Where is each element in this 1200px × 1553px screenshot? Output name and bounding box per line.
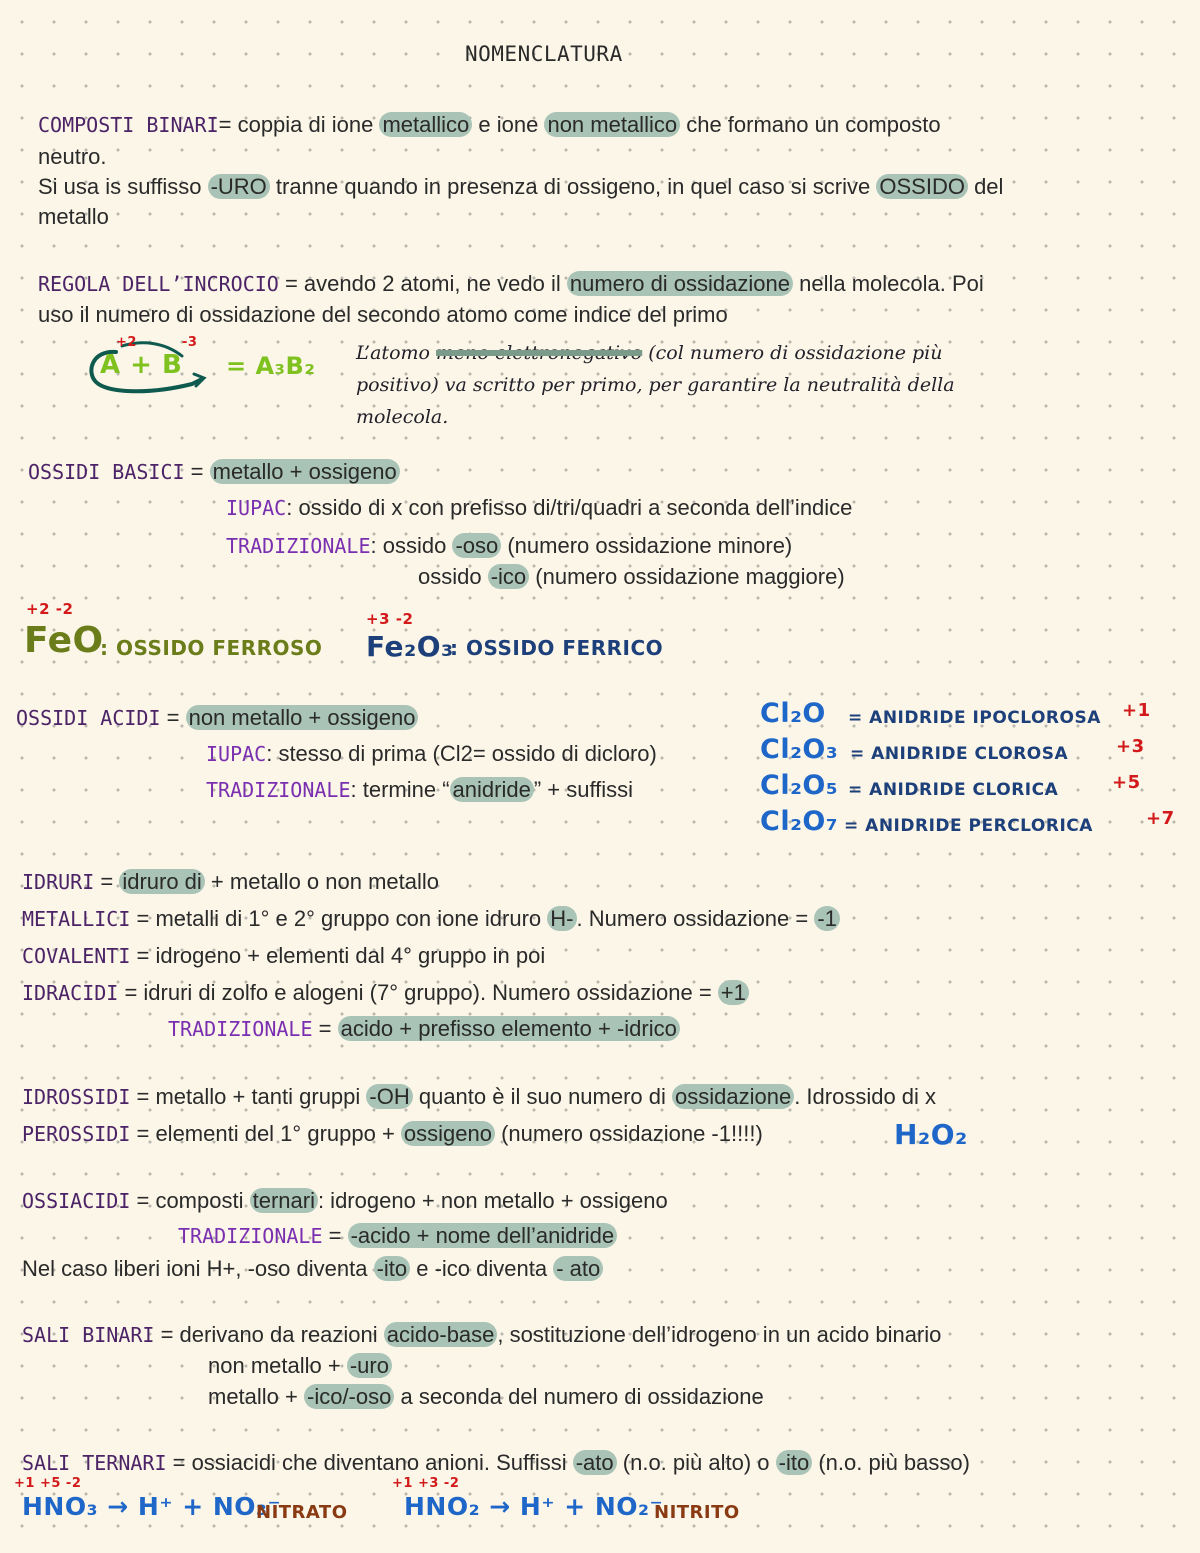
text: = composti (130, 1188, 250, 1213)
anidride-item (760, 698, 1180, 734)
sali-binari-line-2 (208, 1350, 392, 1381)
trad-label: TRADIZIONALE (178, 1224, 323, 1248)
h2o2-formula: H₂O₂ (894, 1118, 968, 1151)
eq: = (160, 705, 186, 730)
highlight: -ico (488, 564, 529, 589)
cross-formula-left: A + B (100, 350, 183, 380)
anidride-name: = ANIDRIDE PERCLORICA (844, 816, 1093, 836)
trad-label: TRADIZIONALE (226, 534, 371, 558)
binari-label: COMPOSTI BINARI (38, 113, 219, 137)
highlight: non metallo + ossigeno (186, 705, 419, 730)
text: = metallo + tanti gruppi (130, 1084, 367, 1109)
acidi-iupac (206, 738, 657, 770)
binari-line-2: neutro. (38, 144, 107, 169)
iupac-text: : ossido di x con prefisso di/tri/quadri a seconda dell’indice (286, 495, 853, 520)
page-title: NOMENCLATURA (465, 42, 623, 66)
trad-label: TRADIZIONALE (206, 778, 351, 802)
text: (n.o. più alto) o (616, 1450, 776, 1475)
incrocio-line-1 (38, 268, 984, 300)
binari-text: Si usa is suffisso (38, 174, 208, 199)
text: : idrogeno + non metallo + ossigeno (317, 1188, 668, 1213)
highlight: -1 (814, 906, 840, 931)
note-text: L’atomo (356, 342, 436, 364)
anidride-ox: +7 (1146, 808, 1175, 829)
incrocio-note-1 (356, 337, 942, 369)
anidride-list (760, 698, 1180, 842)
text: . Idrossido di x (794, 1084, 937, 1109)
text: (numero ossidazione -1!!!!) (494, 1121, 763, 1146)
anidride-item (760, 734, 1180, 770)
binari-line-4: metallo (38, 204, 109, 229)
ex1-name: : OSSIDO FERROSO (100, 636, 323, 660)
highlight: -ito (374, 1256, 411, 1281)
sali-binari-line-3 (208, 1381, 764, 1412)
idracidi-label: IDRACIDI (22, 981, 119, 1005)
trad-text: : ossido (370, 533, 453, 558)
text: quanto è il suo numero di (412, 1084, 673, 1109)
highlight: - ato (553, 1256, 603, 1281)
sali-ternari-label: SALI TERNARI (22, 1451, 167, 1475)
ex1-formula: FeO (24, 620, 104, 661)
ossiacidi-trad (178, 1220, 617, 1252)
trad-text: ossido (418, 564, 488, 589)
anidride-ox: +5 (1112, 772, 1141, 793)
highlight: acido + prefisso elemento + -idrico (338, 1016, 680, 1041)
binari-line-1 (38, 109, 941, 141)
anidride-item (760, 806, 1180, 842)
highlight: anidride (450, 777, 534, 802)
iupac-text: : stesso di prima (Cl2= ossido di dicloro) (266, 741, 657, 766)
text: = ossiacidi che diventano anioni. Suffissi (166, 1450, 573, 1475)
ossiacidi-line-3 (22, 1253, 603, 1284)
text: = derivano da reazioni (154, 1322, 384, 1347)
perossidi-line (22, 1118, 763, 1150)
anidride-name: = ANIDRIDE IPOCLOROSA (848, 708, 1101, 728)
sali-binari-label: SALI BINARI (22, 1323, 155, 1347)
nitrito-ox: +1 +3 -2 (392, 1476, 460, 1491)
trad-text: (numero ossidazione minore) (501, 533, 793, 558)
basici-iupac (226, 492, 852, 524)
metallici-line (22, 903, 840, 935)
anidride-ox: +1 (1122, 700, 1151, 721)
iupac-label: IUPAC (226, 496, 287, 520)
eq: = (94, 869, 120, 894)
idruri-trad (168, 1013, 680, 1045)
cross-formula-right: = A₃B₂ (226, 352, 316, 380)
highlight: -ito (776, 1450, 813, 1475)
anidride-formula: Cl₂O₇ (760, 806, 839, 837)
binari-text: che formano un composto (680, 112, 941, 137)
trad-text: : termine “ (350, 777, 450, 802)
anidride-formula: Cl₂O₃ (760, 734, 839, 765)
incrocio-text: = avendo 2 atomi, ne vedo il (278, 271, 567, 296)
anidride-name: = ANIDRIDE CLOROSA (850, 744, 1069, 764)
binari-line-3 (38, 171, 1003, 202)
highlight: -OH (366, 1084, 412, 1109)
highlight: -uro (347, 1353, 392, 1378)
binari-text: = coppia di ione (218, 112, 380, 137)
highlight: H- (547, 906, 576, 931)
incrocio-label: REGOLA DELL’INCROCIO (38, 272, 279, 296)
idruri-text: + metallo o non metallo (204, 869, 440, 894)
ossiacidi-line (22, 1185, 668, 1217)
anidride-name: = ANIDRIDE CLORICA (848, 780, 1059, 800)
iupac-label: IUPAC (206, 742, 267, 766)
text: = idrogeno + elementi dal 4° gruppo in poi (130, 943, 546, 968)
basici-line-1 (28, 456, 400, 488)
trad-text: ” + suffissi (533, 777, 634, 802)
highlight: -ico/-oso (304, 1384, 394, 1409)
anidride-item (760, 770, 1180, 806)
basici-label: OSSIDI BASICI (28, 460, 185, 484)
highlight: -URO (208, 174, 270, 199)
binari-text: del (967, 174, 1004, 199)
text: = idruri di zolfo e alogeni (7° gruppo). Numero ossidazione = (118, 980, 718, 1005)
text: a seconda del numero di ossidazione (394, 1384, 764, 1409)
highlight: -acido + nome dell’anidride (348, 1223, 618, 1248)
eq: = (322, 1223, 348, 1248)
nitrito-formula: HNO₂ → H⁺ + NO₂⁻ (404, 1492, 664, 1521)
ossiacidi-label: OSSIACIDI (22, 1189, 131, 1213)
trad-label: TRADIZIONALE (168, 1017, 313, 1041)
highlight: acido-base (384, 1322, 498, 1347)
ex2-ox: +3 -2 (366, 610, 414, 628)
binari-text: e ione (472, 112, 545, 137)
highlight: -oso (452, 533, 501, 558)
nitrito-name: NITRITO (654, 1502, 740, 1523)
acidi-line-1 (16, 702, 418, 734)
text: . Numero ossidazione = (576, 906, 815, 931)
note-text: (col numero di ossidazione più (642, 342, 943, 364)
highlight: ternari (250, 1188, 318, 1213)
eq: = (312, 1016, 338, 1041)
incrocio-line-2: uso il numero di ossidazione del secondo atomo come indice del primo (38, 302, 728, 327)
sali-ternari-line (22, 1447, 970, 1479)
cross-ox-a: +2 (116, 335, 137, 350)
cross-ox-b: -3 (182, 335, 198, 350)
covalenti-line (22, 940, 545, 972)
sali-binari-line-1 (22, 1319, 941, 1351)
incrocio-note-2: positivo) va scritto per primo, per garantire la neutralità della (356, 374, 955, 396)
idrossidi-line (22, 1081, 936, 1113)
basici-trad-2 (418, 561, 845, 592)
ex2-name: : OSSIDO FERRICO (450, 636, 664, 660)
idracidi-line (22, 977, 749, 1009)
eq: = (184, 459, 210, 484)
highlight: numero di ossidazione (567, 271, 793, 296)
anidride-formula: Cl₂O₅ (760, 770, 839, 801)
anidride-formula: Cl₂O (760, 698, 826, 729)
anidride-ox: +3 (1116, 736, 1145, 757)
highlight: ossidazione (672, 1084, 794, 1109)
highlight: OSSIDO (876, 174, 968, 199)
perossidi-label: PEROSSIDI (22, 1122, 131, 1146)
note-highlight: meno elettronegativo (436, 342, 643, 364)
text: (n.o. più basso) (812, 1450, 970, 1475)
highlight: metallico (379, 112, 472, 137)
idruri-label: IDRURI (22, 870, 95, 894)
text: = elementi del 1° gruppo + (130, 1121, 401, 1146)
highlight: -ato (573, 1450, 617, 1475)
nitrato-ox: +1 +5 -2 (14, 1476, 82, 1491)
text: = metalli di 1° e 2° gruppo con ione idruro (130, 906, 548, 931)
covalenti-label: COVALENTI (22, 944, 131, 968)
text: , sostituzione dell’idrogeno in un acido binario (497, 1322, 942, 1347)
ex1-ox: +2 -2 (26, 600, 74, 618)
binari-text: tranne quando in presenza di ossigeno, in quel caso si scrive (269, 174, 877, 199)
text: non metallo + (208, 1353, 347, 1378)
incrocio-text: nella molecola. Poi (793, 271, 984, 296)
metallici-label: METALLICI (22, 907, 131, 931)
highlight: metallo + ossigeno (210, 459, 400, 484)
highlight: non metallico (544, 112, 680, 137)
highlight: +1 (718, 980, 749, 1005)
basici-trad-1 (226, 530, 792, 562)
acidi-trad (206, 774, 633, 806)
idruri-line-1 (22, 866, 439, 898)
nitrato-formula: HNO₃ → H⁺ + NO₃⁻ (22, 1492, 282, 1521)
ex2-formula: Fe₂O₃ (366, 630, 454, 663)
nitrato-name: NITRATO (256, 1502, 348, 1523)
text: Nel caso liberi ioni H+, -oso diventa (22, 1256, 374, 1281)
trad-text: (numero ossidazione maggiore) (529, 564, 845, 589)
text: metallo + (208, 1384, 304, 1409)
highlight: ossigeno (401, 1121, 495, 1146)
idrossidi-label: IDROSSIDI (22, 1085, 131, 1109)
incrocio-note-3: molecola. (356, 406, 449, 428)
acidi-label: OSSIDI ACIDI (16, 706, 161, 730)
highlight: idruro di (119, 869, 204, 894)
text: e -ico diventa (410, 1256, 554, 1281)
